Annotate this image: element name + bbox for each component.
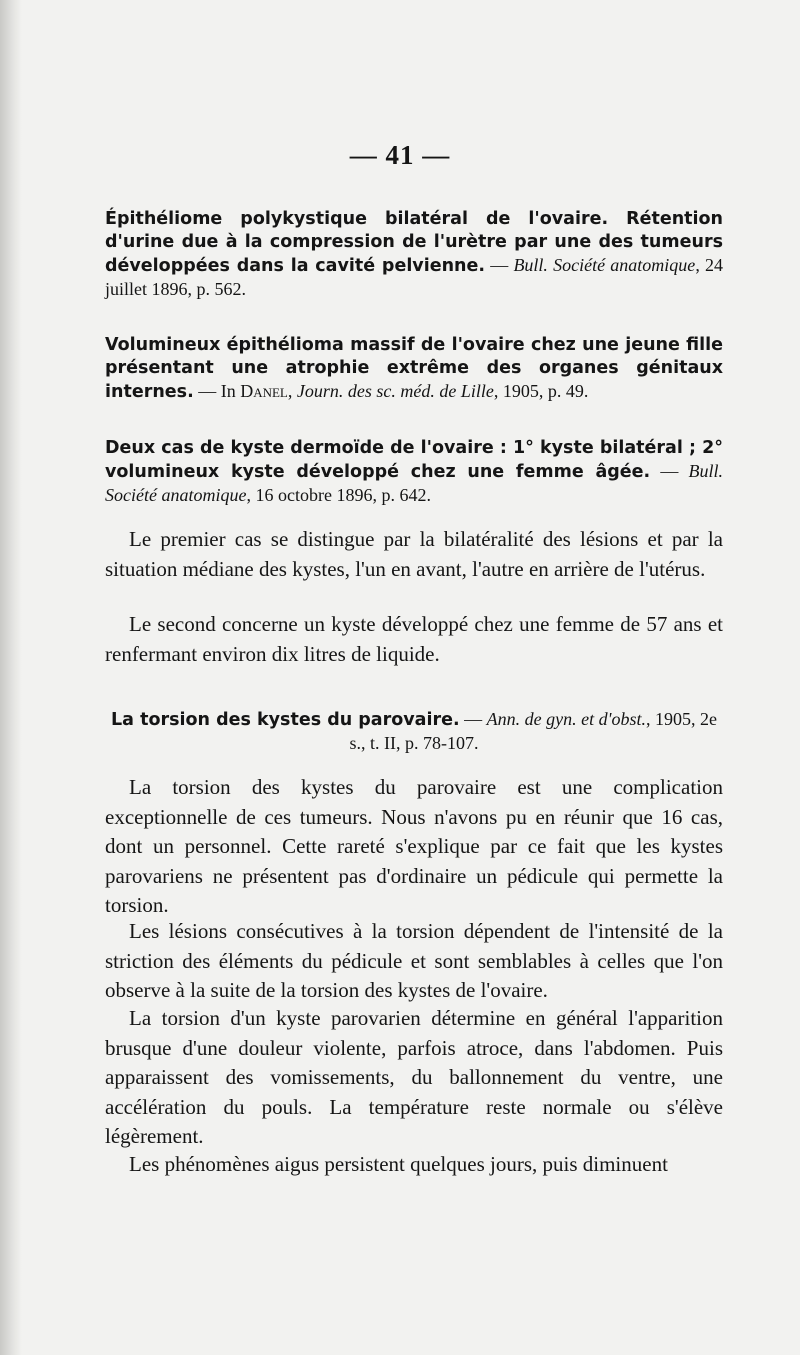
body-paragraph: Le premier cas se distingue par la bilatéralité des lésions et par la situation médiane des kystes, l'un en avant, l'autre en arrière de l'utérus. — [105, 527, 723, 581]
entry-ref-comma: , — [287, 381, 297, 401]
entry-title: La torsion des kystes du parovaire. — [111, 710, 460, 730]
body-paragraph: Le second concerne un kyste développé chez une femme de 57 ans et renfermant environ dix litres de liquide. — [105, 612, 723, 666]
entry-ref-dash: — — [485, 255, 514, 275]
entry-ref-dash: — — [459, 709, 487, 729]
entry-ref-prefix: — In — [193, 381, 241, 401]
entry-title: Volumineux épithélioma massif de l'ovaire chez une jeune fille présentant une atrophie extrême des organes génitaux internes. — [105, 335, 723, 402]
bibliography-entry-2 — [105, 334, 723, 404]
body-paragraph: La torsion des kystes du parovaire est une complication exceptionnelle de ces tumeurs. Nous n'avons pu en réunir que 16 cas, dont un personnel. Cette rareté s'explique par ce fait que les kystes parovariens ne présentent pas d'ordinaire un pédicule qui permette la torsion. — [105, 775, 723, 917]
bibliography-entry-4 — [105, 708, 723, 756]
bibliography-entry-3 — [105, 437, 723, 508]
body-paragraph: Les lésions consécutives à la torsion dépendent de l'intensité de la striction des éléments du pédicule et sont semblables à celles que l'on observe à la suite de la torsion des kystes de l'ovaire. — [105, 919, 723, 1002]
entry-title: Épithéliome polykystique bilatéral de l'ovaire. Rétention d'urine due à la compression de l'urètre par une des tumeurs développées dans la cavité pelvienne. — [105, 209, 723, 276]
body-paragraph: Les phénomènes aigus persistent quelques jours, puis diminuent — [129, 1152, 668, 1176]
entry-ref-dash: — — [650, 461, 689, 481]
entry-ref-tail: , 1905, p. 49. — [493, 381, 589, 401]
page-edge-shadow — [0, 0, 22, 1355]
entry-ref-tail: , 1905, 2e s., t. II, p. 78-107. — [349, 709, 717, 753]
entry-ref-tail: , 24 juillet 1896, p. 562. — [105, 255, 724, 299]
entry-journal: Bull. Société anatomique — [513, 255, 696, 275]
bibliography-entry-1 — [105, 208, 723, 302]
body-paragraph: La torsion d'un kyste parovarien détermine en général l'apparition brusque d'une douleur violente, parfois atroce, dans l'abdomen. Puis apparaissent des vomissements, du ballonnement du ventre, une accélération du pouls. La température reste normale ou s'élève légèrement. — [105, 1006, 723, 1148]
entry-journal: Bull. Société anatomique — [105, 461, 724, 505]
entry-ref-tail: , 16 octobre 1896, p. 642. — [246, 485, 431, 505]
entry-journal: Journ. des sc. méd. de Lille — [296, 381, 494, 401]
page-number: — 41 — — [349, 140, 451, 170]
entry-author: Danel — [240, 381, 288, 401]
entry-title: Deux cas de kyste dermoïde de l'ovaire : 1° kyste bilatéral ; 2° volumineux kyste développé chez une femme âgée. — [105, 438, 723, 482]
entry-journal: Ann. de gyn. et d'obst. — [486, 709, 646, 729]
